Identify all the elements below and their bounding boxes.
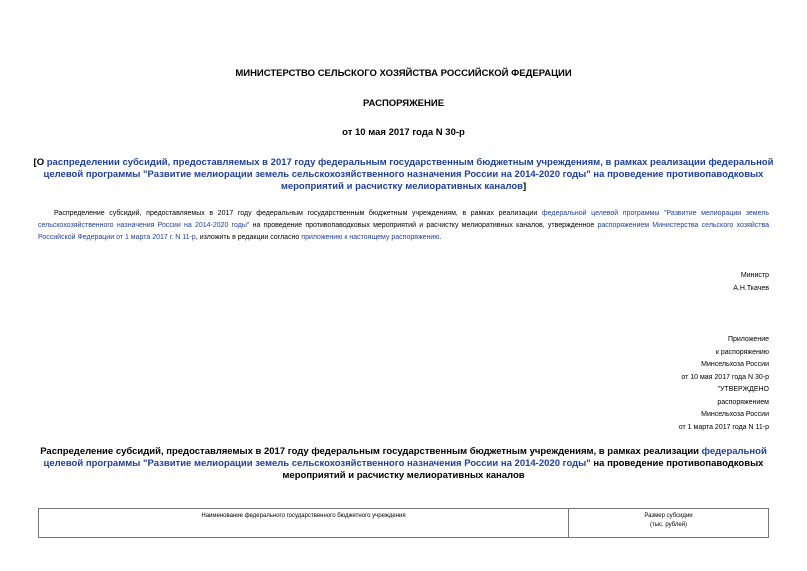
appendix-link[interactable]: приложению к настоящему распоряжению [301, 234, 440, 241]
approved-line-2: распоряжением [717, 398, 769, 406]
subject-close-bracket: ] [523, 181, 527, 192]
table-header-row [39, 509, 769, 538]
approved-line-3: Минсельхоза России [701, 411, 769, 418]
table-header-subsidy [569, 509, 769, 538]
signature-position: Министр [740, 272, 769, 279]
signature-block [733, 270, 769, 295]
program-link[interactable]: федеральной целевой программы "Развитие мелиорации земель сельскохозяйственного назначения России на 2014-2020 годы" [38, 210, 769, 229]
order-link[interactable]: распоряжением Министерства сельского хозяйства Российской Федерации от 1 марта 2017 г. N 11-р [38, 222, 769, 241]
appendix-line-1: Приложение [727, 336, 769, 343]
appendix-block [681, 334, 769, 384]
body-text-1: Распределение субсидий, предоставляемых в 2017 году федеральным государственным бюджетным учреждениям, в рамках реализации [54, 210, 542, 217]
table-header-subsidy-line-1: Размер субсидии [644, 513, 693, 519]
subject-open-bracket: [О [33, 157, 47, 168]
subject-link[interactable]: распределении субсидий, предоставляемых в 2017 году федеральным государственным бюджетным учреждениям, в рамках реализации федеральной целевой программы "Развитие мелиорации земель сельскохозяйственного назначения России на 2014-2020 годы" на проведение противопаводковых мероприятий и расчистку мелиоративных каналов [43, 157, 774, 192]
approved-block [679, 384, 769, 434]
appendix-line-3: Минсельхоза России [701, 361, 769, 368]
body-paragraph [38, 208, 769, 244]
distribution-title-text-2: на проведение противопаводковых мероприятий и расчистку мелиоративных каналов [282, 458, 764, 481]
document-type: РАСПОРЯЖЕНИЕ [362, 98, 445, 109]
table-header-subsidy-line-2: (тыс. рублей) [649, 522, 688, 528]
appendix-line-2: к распоряжению [715, 348, 769, 356]
approved-line-4: от 1 марта 2017 года N 11-р [678, 423, 769, 431]
signature-name: А.Н.Ткачев [733, 284, 769, 292]
body-text-2: на проведение противопаводковых мероприятий и расчистку мелиоративных каналов, утвержденное [249, 222, 598, 229]
appendix-line-4: от 10 мая 2017 года N 30-р [681, 373, 769, 381]
table-header-institution: Наименование федерального государственного бюджетного учреждения [39, 509, 569, 538]
distribution-title [30, 446, 777, 482]
distribution-title-text-1: Распределение субсидий, предоставляемых в 2017 году федеральным государственным бюджетным учреждениям, в рамках реализации [40, 446, 702, 457]
body-text-4: . [439, 234, 442, 241]
document-subject [30, 157, 777, 193]
distribution-program-link[interactable]: федеральной целевой программы "Развитие мелиорации земель сельскохозяйственного назначения России на 2014-2020 годы" [43, 446, 767, 469]
distribution-table [38, 508, 769, 538]
ministry-title: МИНИСТЕРСТВО СЕЛЬСКОГО ХОЗЯЙСТВА РОССИЙСКОЙ ФЕДЕРАЦИИ [235, 68, 572, 79]
document-date: от 10 мая 2017 года N 30-р [342, 127, 465, 138]
approved-line-1: "УТВЕРЖДЕНО [717, 386, 769, 393]
body-text-3: , изложить в редакции согласно [195, 234, 302, 241]
